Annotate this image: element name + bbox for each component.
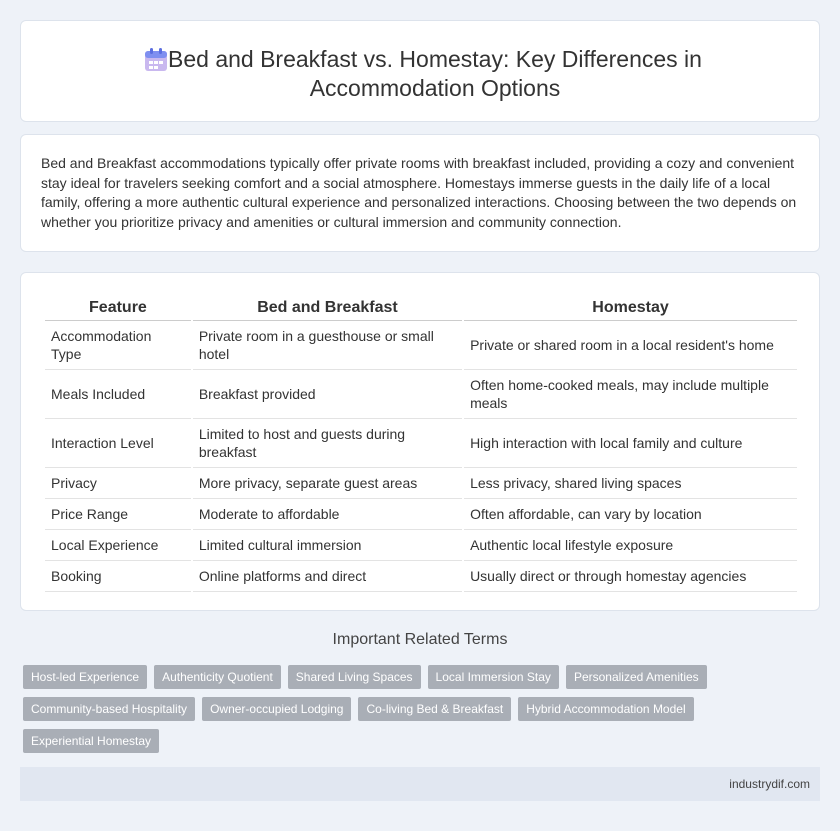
footer-site[interactable]: industrydif.com: [729, 777, 810, 791]
cell-bed-and-breakfast: Limited cultural immersion: [193, 530, 462, 561]
term-tag[interactable]: Local Immersion Stay: [428, 665, 559, 689]
cell-feature: Accommodation Type: [45, 321, 191, 370]
cell-bed-and-breakfast: More privacy, separate guest areas: [193, 468, 462, 499]
table-row: [45, 499, 797, 530]
table-row: [45, 561, 797, 592]
related-terms-title: Important Related Terms: [332, 631, 508, 648]
term-tag[interactable]: Authenticity Quotient: [154, 665, 281, 689]
term-tag[interactable]: Personalized Amenities: [566, 665, 707, 689]
cell-feature: Meals Included: [45, 370, 191, 419]
table-row: [45, 468, 797, 499]
cell-bed-and-breakfast: Online platforms and direct: [193, 561, 462, 592]
cell-homestay: Usually direct or through homestay agencies: [464, 561, 797, 592]
cell-feature: Privacy: [45, 468, 191, 499]
term-tag[interactable]: Owner-occupied Lodging: [202, 697, 351, 721]
table-row: [45, 370, 797, 419]
cell-homestay: Private or shared room in a local resident's home: [464, 321, 797, 370]
header-bed-and-breakfast: Bed and Breakfast: [193, 293, 462, 321]
header-homestay: Homestay: [464, 293, 797, 321]
header-feature: Feature: [45, 293, 191, 321]
cell-feature: Booking: [45, 561, 191, 592]
cell-homestay: Often home-cooked meals, may include multiple meals: [464, 370, 797, 419]
term-tag[interactable]: Shared Living Spaces: [288, 665, 421, 689]
cell-bed-and-breakfast: Breakfast provided: [193, 370, 462, 419]
comparison-table: [43, 293, 799, 592]
cell-homestay: Often affordable, can vary by location: [464, 499, 797, 530]
table-header-row: [45, 293, 797, 321]
term-tag[interactable]: Host-led Experience: [23, 665, 147, 689]
table-row: [45, 419, 797, 468]
footer: [20, 767, 820, 801]
term-tag[interactable]: Community-based Hospitality: [23, 697, 195, 721]
comparison-table-card: [20, 272, 820, 611]
cell-feature: Interaction Level: [45, 419, 191, 468]
term-tag[interactable]: Co-living Bed & Breakfast: [358, 697, 511, 721]
cell-feature: Local Experience: [45, 530, 191, 561]
table-row: [45, 321, 797, 370]
intro-card: [20, 134, 820, 252]
cell-bed-and-breakfast: Private room in a guesthouse or small hotel: [193, 321, 462, 370]
cell-homestay: Authentic local lifestyle exposure: [464, 530, 797, 561]
cell-bed-and-breakfast: Limited to host and guests during breakfast: [193, 419, 462, 468]
header-card: [20, 20, 820, 122]
related-terms-list: [23, 665, 813, 753]
page-title: Bed and Breakfast vs. Homestay: Key Differences in Accommodation Options: [168, 46, 702, 101]
term-tag[interactable]: Experiential Homestay: [23, 729, 159, 753]
cell-bed-and-breakfast: Moderate to affordable: [193, 499, 462, 530]
cell-homestay: High interaction with local family and culture: [464, 419, 797, 468]
table-row: [45, 530, 797, 561]
term-tag[interactable]: Hybrid Accommodation Model: [518, 697, 693, 721]
cell-homestay: Less privacy, shared living spaces: [464, 468, 797, 499]
cell-feature: Price Range: [45, 499, 191, 530]
intro-text: Bed and Breakfast accommodations typically offer private rooms with breakfast included, providing a cozy and convenient stay ideal for travelers seeking comfort and a social atmosphere. Homestays immerse guests in the daily life of a local family, offering a more authentic cultural experience and personalized interactions. Choosing between the two depends on whether you prioritize privacy and amenities or cultural immersion and community connection.: [41, 155, 797, 230]
